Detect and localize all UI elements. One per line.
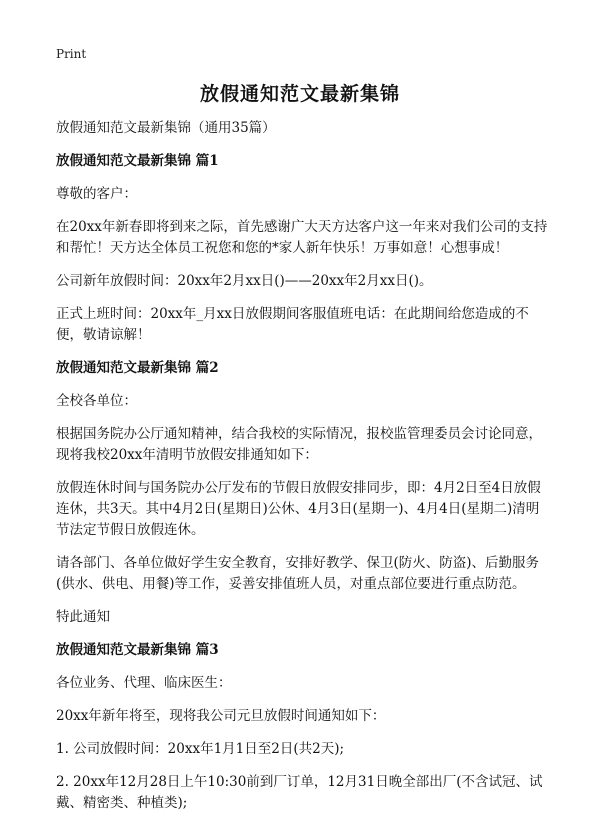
paragraph: 公司新年放假时间：20xx年2月xx日()——20xx年2月xx日()。 — [56, 273, 433, 289]
section-heading: 放假通知范文最新集锦 篇1 — [56, 153, 219, 169]
paragraph: 正式上班时间：20xx年_月xx日放假期间客服值班电话：在此期间给您造成的不便，敬请谅解！ — [56, 306, 529, 343]
print-label: Print — [56, 47, 87, 61]
paragraph: 各位业务、代理、临床医生： — [56, 675, 232, 691]
section-heading: 放假通知范文最新集锦 篇3 — [56, 642, 219, 658]
paragraph: 1. 公司放假时间：20xx年1月1日至2日(共2天); — [56, 741, 345, 757]
paragraph: 放假连休时间与国务院办公厅发布的节假日放假安排同步，即：4月2日至4日放假连休，共3天。其中4月2日(星期日)公休、4月3日(星期一)、4月4日(星期二)清明节法定节假日放假连休。 — [56, 480, 541, 538]
paragraph: 全校各单位： — [56, 393, 137, 409]
paragraph: 在20xx年新春即将到来之际，首先感谢广大天方达客户这一年来对我们公司的支持和帮忙！天方达全体员工祝您和您的*家人新年快乐！万事如意！心想事成！ — [56, 219, 548, 256]
paragraph: 尊敬的客户： — [56, 186, 137, 202]
document-title: 放假通知范文最新集锦 — [199, 83, 400, 105]
document-body — [56, 118, 552, 826]
paragraph: 20xx年新年将至，现将我公司元旦放假时间通知如下： — [56, 708, 386, 724]
paragraph: 2. 20xx年12月28日上午10:30前到厂订单，12月31日晚全部出厂(不含试冠、试戴、精密类、种植类); — [56, 774, 543, 811]
paragraph: 请各部门、各单位做好学生安全教育，安排好教学、保卫(防火、防盗)、后勤服务(供水、供电、用餐)等工作，妥善安排值班人员，对重点部位要进行重点防范。 — [56, 555, 540, 592]
document-subtitle: 放假通知范文最新集锦（通用35篇） — [56, 120, 276, 136]
paragraph: 根据国务院办公厅通知精神，结合我校的实际情况，报校监管理委员会讨论同意，现将我校20xx年清明节放假安排通知如下： — [56, 426, 542, 463]
paragraph: 特此通知 — [56, 609, 110, 625]
section-heading: 放假通知范文最新集锦 篇2 — [56, 360, 219, 376]
